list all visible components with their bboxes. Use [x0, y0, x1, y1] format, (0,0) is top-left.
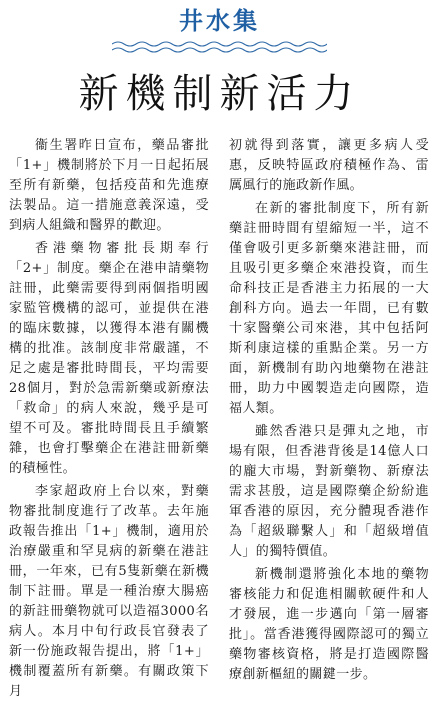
paragraph-continued: 初就得到落實，讓更多病人受惠，反映特區政府積極作為、雷厲風行的施政新作風。	[229, 138, 429, 193]
article-column-left	[9, 136, 209, 702]
paragraph: 新機制還將強化本地的藥物審核能力和促進相關軟硬件和人才發展，進一步邁向「第一層審批」。當香港獲得國際認可的獨立藥物審核資格，將是打造國際醫療創新樞紐的關鍵一步。	[229, 567, 429, 682]
paragraph: 衞生署昨日宣布，藥品審批「1+」機制將於下月一日起拓展至所有新藥，包括疫苗和先進療法製品。這一措施意義深遠，受到病人組織和醫界的歡迎。	[9, 138, 209, 233]
paragraph: 香港藥物審批長期奉行「2+」制度。藥企在港申請藥物註冊，此藥需要得到兩個指明國家監管機構的認可，並提供在港的臨床數據，以獲得本港有關機構的批准。該制度非常嚴謹，不足之處是審批時間長，平均需要28個月，對於急需新藥或新療法「救命」的病人來說，幾乎是可望不可及。審批時間長且手續繁雜，也會打擊藥企在港註冊新藥的積極性。	[9, 241, 209, 476]
article-column-right	[229, 136, 429, 685]
column-name: 井水集	[179, 6, 260, 35]
paragraph: 李家超政府上台以來，對藥物審批制度進行了改革。去年施政報告推出「1+」機制，適用於治療嚴重和罕見病的新藥在港註冊，一年來，已有5隻新藥在新機制下註冊。單是一種治療大腸癌的新註冊藥物就可以造福3000名病人。本月中旬行政長官發表了新一份施政報告提出，將「1+」機制覆蓋所有新藥。有關政策下月	[9, 484, 209, 699]
wave-ornament	[112, 40, 327, 54]
headline: 新機制新活力	[78, 71, 361, 117]
column-header	[0, 0, 439, 66]
paragraph: 雖然香港只是彈丸之地，市場有限，但香港背後是14億人口的龐大市場，對新藥物、新療法需求甚殷，這是國際藥企紛紛進軍香港的原因，充分體現香港作為「超級聯繫人」和「超級增值人」的獨特價值。	[229, 424, 429, 559]
paragraph: 在新的審批制度下，所有新藥註冊時間有望縮短一半，這不僅會吸引更多新藥來港註冊，而且吸引更多藥企來港投資，而生命科技正是香港主力拓展的一大創科方向。過去一年間，已有數十家醫藥公司來港，其中包括阿斯利康這樣的重點企業。另一方面，新機制有助內地藥物在港註冊，助力中國製造走向國際，造福人類。	[229, 201, 429, 416]
